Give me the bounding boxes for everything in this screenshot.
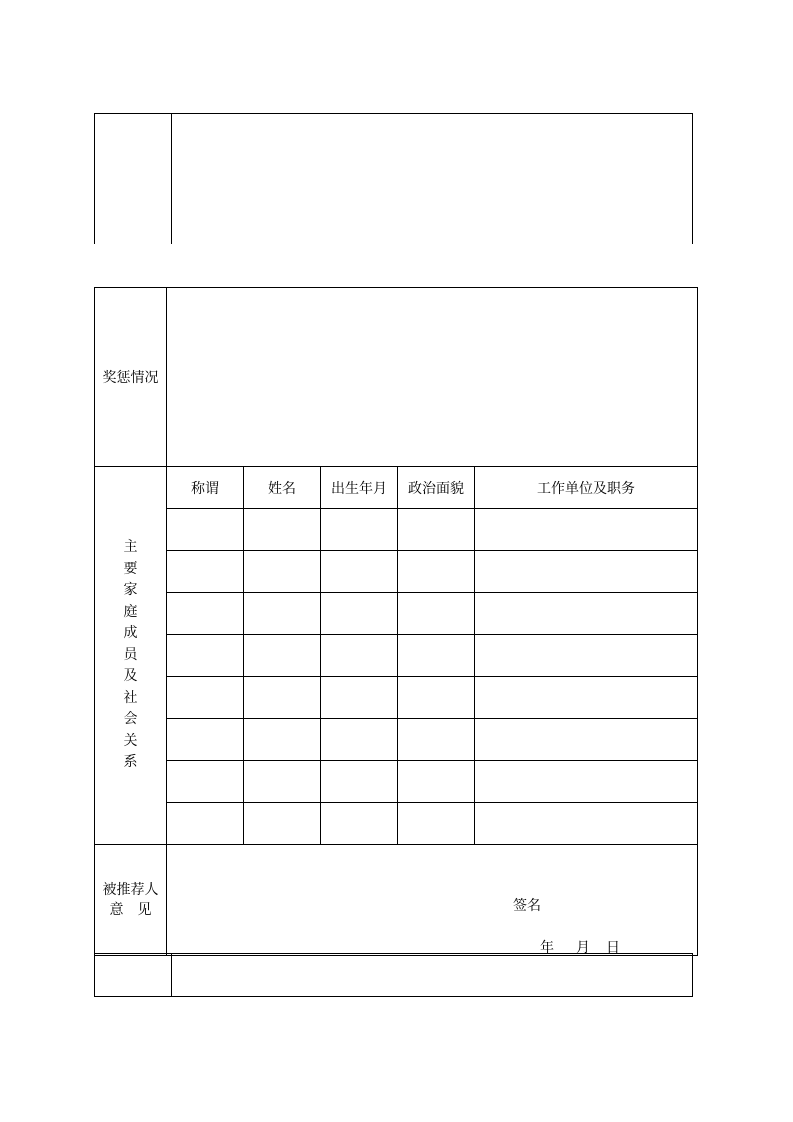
name-cell[interactable]	[244, 803, 321, 845]
opinion-row	[95, 845, 698, 956]
title-cell[interactable]	[167, 677, 244, 719]
family-label-char: 家	[123, 582, 138, 599]
political-status-cell[interactable]	[398, 803, 475, 845]
title-cell[interactable]	[167, 803, 244, 845]
family-label-char: 主	[123, 539, 138, 556]
political-status-cell[interactable]	[398, 761, 475, 803]
employer-position-cell[interactable]	[475, 551, 698, 593]
family-label-char: 及	[123, 668, 138, 685]
date-year-label: 年	[540, 940, 554, 956]
employer-position-cell[interactable]	[475, 719, 698, 761]
political-status-cell[interactable]	[398, 719, 475, 761]
political-status-cell[interactable]	[398, 677, 475, 719]
employer-position-cell[interactable]	[475, 635, 698, 677]
family-relations-label	[95, 467, 167, 845]
table-row	[95, 677, 698, 719]
column-divider	[171, 954, 172, 996]
table-row	[95, 635, 698, 677]
table-row	[95, 803, 698, 845]
top-table-fragment	[94, 113, 693, 244]
title-cell[interactable]	[167, 761, 244, 803]
family-label-char: 系	[123, 754, 138, 771]
employer-position-cell[interactable]	[475, 803, 698, 845]
table-row	[95, 761, 698, 803]
title-cell[interactable]	[167, 719, 244, 761]
opinion-label	[95, 845, 167, 956]
birth-date-cell[interactable]	[321, 719, 398, 761]
header-political-status: 政治面貌	[398, 467, 475, 509]
political-status-cell[interactable]	[398, 635, 475, 677]
birth-date-cell[interactable]	[321, 677, 398, 719]
employer-position-cell[interactable]	[475, 761, 698, 803]
application-form-table	[94, 287, 698, 956]
political-status-cell[interactable]	[398, 509, 475, 551]
name-cell[interactable]	[244, 635, 321, 677]
political-status-cell[interactable]	[398, 551, 475, 593]
name-cell[interactable]	[244, 761, 321, 803]
opinion-content-field[interactable]	[167, 845, 698, 956]
family-label-char: 庭	[123, 603, 138, 620]
name-cell[interactable]	[244, 551, 321, 593]
name-cell[interactable]	[244, 719, 321, 761]
birth-date-cell[interactable]	[321, 803, 398, 845]
family-label-char: 社	[123, 689, 138, 706]
title-cell[interactable]	[167, 635, 244, 677]
opinion-label-line2: 意 见	[109, 902, 152, 918]
awards-label: 奖惩情况	[95, 288, 167, 467]
family-label-char: 成	[123, 625, 138, 642]
birth-date-cell[interactable]	[321, 509, 398, 551]
family-label-char: 会	[123, 711, 138, 728]
family-label-char: 要	[123, 560, 138, 577]
birth-date-cell[interactable]	[321, 635, 398, 677]
awards-content-field[interactable]	[167, 288, 698, 467]
opinion-label-line1: 被推荐人	[102, 882, 159, 898]
name-cell[interactable]	[244, 593, 321, 635]
family-label-char: 员	[123, 646, 138, 663]
header-name: 姓名	[244, 467, 321, 509]
birth-date-cell[interactable]	[321, 551, 398, 593]
bottom-table-fragment	[94, 953, 693, 997]
employer-position-cell[interactable]	[475, 677, 698, 719]
date-day-label: 日	[606, 940, 620, 956]
title-cell[interactable]	[167, 509, 244, 551]
signature-label: 签名	[513, 898, 541, 914]
family-label-char: 关	[123, 732, 138, 749]
birth-date-cell[interactable]	[321, 593, 398, 635]
table-row	[95, 509, 698, 551]
political-status-cell[interactable]	[398, 593, 475, 635]
employer-position-cell[interactable]	[475, 509, 698, 551]
name-cell[interactable]	[244, 677, 321, 719]
table-row	[95, 593, 698, 635]
birth-date-cell[interactable]	[321, 761, 398, 803]
title-cell[interactable]	[167, 593, 244, 635]
date-month-label: 月	[576, 940, 590, 956]
column-divider	[171, 114, 172, 244]
name-cell[interactable]	[244, 509, 321, 551]
title-cell[interactable]	[167, 551, 244, 593]
header-employer-position: 工作单位及职务	[475, 467, 698, 509]
awards-row	[95, 288, 698, 467]
employer-position-cell[interactable]	[475, 593, 698, 635]
table-row	[95, 551, 698, 593]
family-header-row	[95, 467, 698, 509]
header-title: 称谓	[167, 467, 244, 509]
table-row	[95, 719, 698, 761]
header-birth-date: 出生年月	[321, 467, 398, 509]
